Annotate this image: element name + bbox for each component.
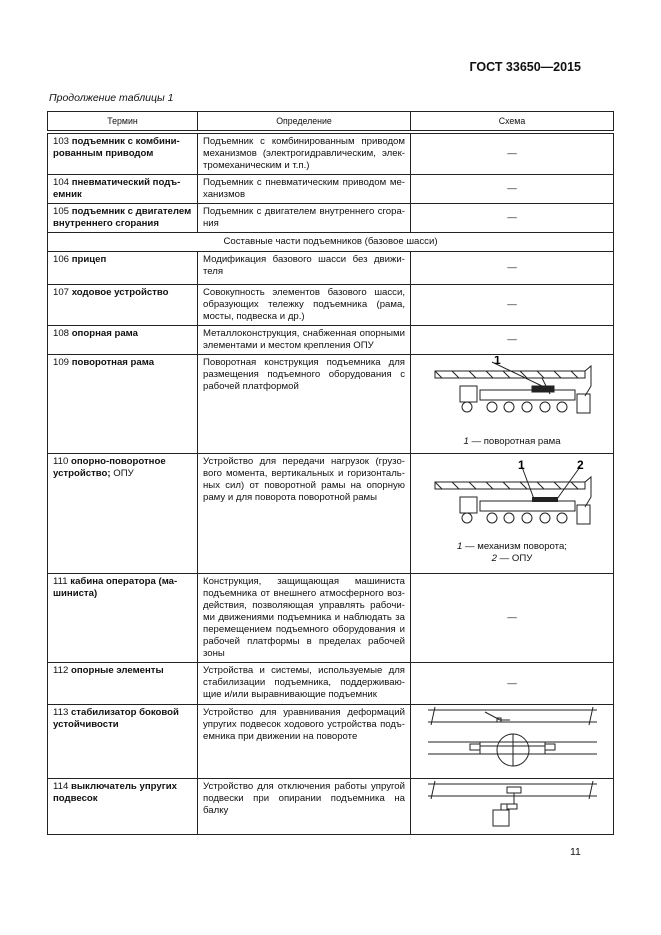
table-row [48, 252, 614, 285]
drawing-caption: 1 — поворотная рама [463, 436, 561, 447]
table-row [48, 175, 614, 204]
column-header-term: Термин [48, 112, 198, 131]
table-row [48, 574, 614, 663]
table-row [48, 705, 614, 779]
term-number: 103 [53, 136, 70, 147]
table-row [48, 285, 614, 326]
term-definition: Совокупность элементов базового шасси, образующих тележку подъемника (рама, мосты, подвеска и др.) [198, 285, 411, 326]
term-name: поворотная рама [71, 357, 155, 368]
drawing-label-1: 1 [518, 458, 525, 472]
table-row [48, 134, 614, 175]
column-header-schema: Схема [411, 112, 614, 131]
page-number: 11 [570, 846, 581, 858]
table-row: 110 опорно-поворотное устройство; ОПУ Устройство для передачи нагрузок (грузового момента, вертикальных и горизонтальных сил) от поворотной рамы на опорную раму и для поворота поворотной рамы 1 2 1 — механизм поворота; 2 — ОПУ [48, 454, 614, 574]
table-row [48, 204, 614, 233]
term-definition: Подъемник с двигателем внутреннего сгорания [198, 204, 411, 233]
term-name: прицеп [71, 254, 107, 265]
suspension-switch-drawing [425, 780, 600, 830]
drawing-label-2: 2 [577, 458, 584, 472]
table-row [48, 326, 614, 355]
term-name: пневматический подъемник [53, 177, 181, 200]
schema-cell: — [411, 574, 614, 663]
term-number: 114 [53, 781, 69, 792]
term-definition: Устройство для отключения работы упругой подвески при опирании подъемника на балку [198, 779, 411, 835]
term-definition: Металлоконструкция, снабженная опорными элементами и местом крепления ОПУ [198, 326, 411, 355]
term-name: опорные элементы [70, 665, 164, 676]
drawing-caption: 2 — ОПУ [491, 553, 533, 564]
schema-cell [411, 355, 614, 454]
term-name: опорная рама [71, 328, 138, 339]
term-number: 111 [53, 576, 68, 587]
term-definition: Устройства и системы, используемые для стабилизации подъемника, поддерживающие и/или выравнивающие подъемник [198, 663, 411, 705]
term-name: ходовое устройство [71, 287, 169, 298]
term-definition: Устройство для передачи нагрузок (грузового момента, вертикальных и горизонтальных сил) от поворотной рамы на опорную раму и для поворота поворотной рамы [198, 454, 411, 574]
schema-cell: — [411, 285, 614, 326]
term-number: 107 [53, 287, 70, 298]
term-definition: Устройство для уравнивания деформаций упругих подвесок ходового устройства подъемника при движении на повороте [198, 705, 411, 779]
term-name: подъемник с двигателем внутреннего сгорания [53, 206, 192, 229]
term-number: 112 [53, 665, 69, 676]
drawing-label-1: 1 [494, 356, 501, 367]
truck-lift-rotary-frame-drawing [432, 356, 592, 436]
section-title: Составные части подъемников (базовое шасси) [48, 233, 614, 252]
schema-cell: — [411, 204, 614, 233]
terms-table [47, 111, 614, 835]
schema-cell: — [411, 252, 614, 285]
term-definition: Подъемник с пневматическим приводом механизмов [198, 175, 411, 204]
table-row [48, 663, 614, 705]
table-header-row [48, 112, 614, 131]
table-row [48, 779, 614, 835]
schema-cell: — [411, 175, 614, 204]
section-row [48, 233, 614, 252]
column-header-definition: Определение [198, 112, 411, 131]
term-name: опорно-поворотное устройство; [53, 456, 166, 479]
table-continuation-caption: Продолжение таблицы 1 [49, 92, 174, 104]
schema-cell [411, 779, 614, 835]
term-name: выключатель упругих подвесок [53, 781, 177, 804]
drawing-caption: 1 — механизм поворота; [457, 541, 567, 552]
term-number: 104 [53, 177, 70, 188]
term-number: 109 [53, 357, 70, 368]
term-definition: Поворотная конструкция подъемника для размещения подъемного оборудования с рабочей платформой [198, 355, 411, 454]
standard-designation: ГОСТ 33650—2015 [469, 60, 581, 74]
term-name: стабилизатор боковой устойчивости [53, 707, 179, 730]
term-number: 110 [53, 456, 69, 467]
table-row [48, 355, 614, 454]
term-definition: Модификация базового шасси без движителя [198, 252, 411, 285]
term-number: 105 [53, 206, 70, 217]
term-definition: Конструкция, защищающая машиниста подъемника от внешнего атмосферного воздействия, позволяющая управлять рабочими движениями подъемника и наблюдать за перемещением подъемного оборудования и рабочей платформы в пределах рабочей зоны [198, 574, 411, 663]
term-number: 108 [53, 328, 70, 339]
term-name: кабина оператора (машиниста) [53, 576, 178, 599]
term-number: 106 [53, 254, 70, 265]
truck-lift-opu-drawing [432, 455, 592, 541]
schema-cell: — [411, 326, 614, 355]
schema-cell [411, 705, 614, 779]
stabilizer-drawing [425, 706, 600, 772]
schema-cell: — [411, 663, 614, 705]
term-definition: Подъемник с комбинированным приводом механизмов (электрогидравлическим, электромеханическим и т.п.) [198, 134, 411, 175]
term-name: подъемник с комбинированным приводом [53, 136, 180, 159]
schema-cell: — [411, 134, 614, 175]
schema-cell [411, 454, 614, 574]
term-number: 113 [53, 707, 69, 718]
